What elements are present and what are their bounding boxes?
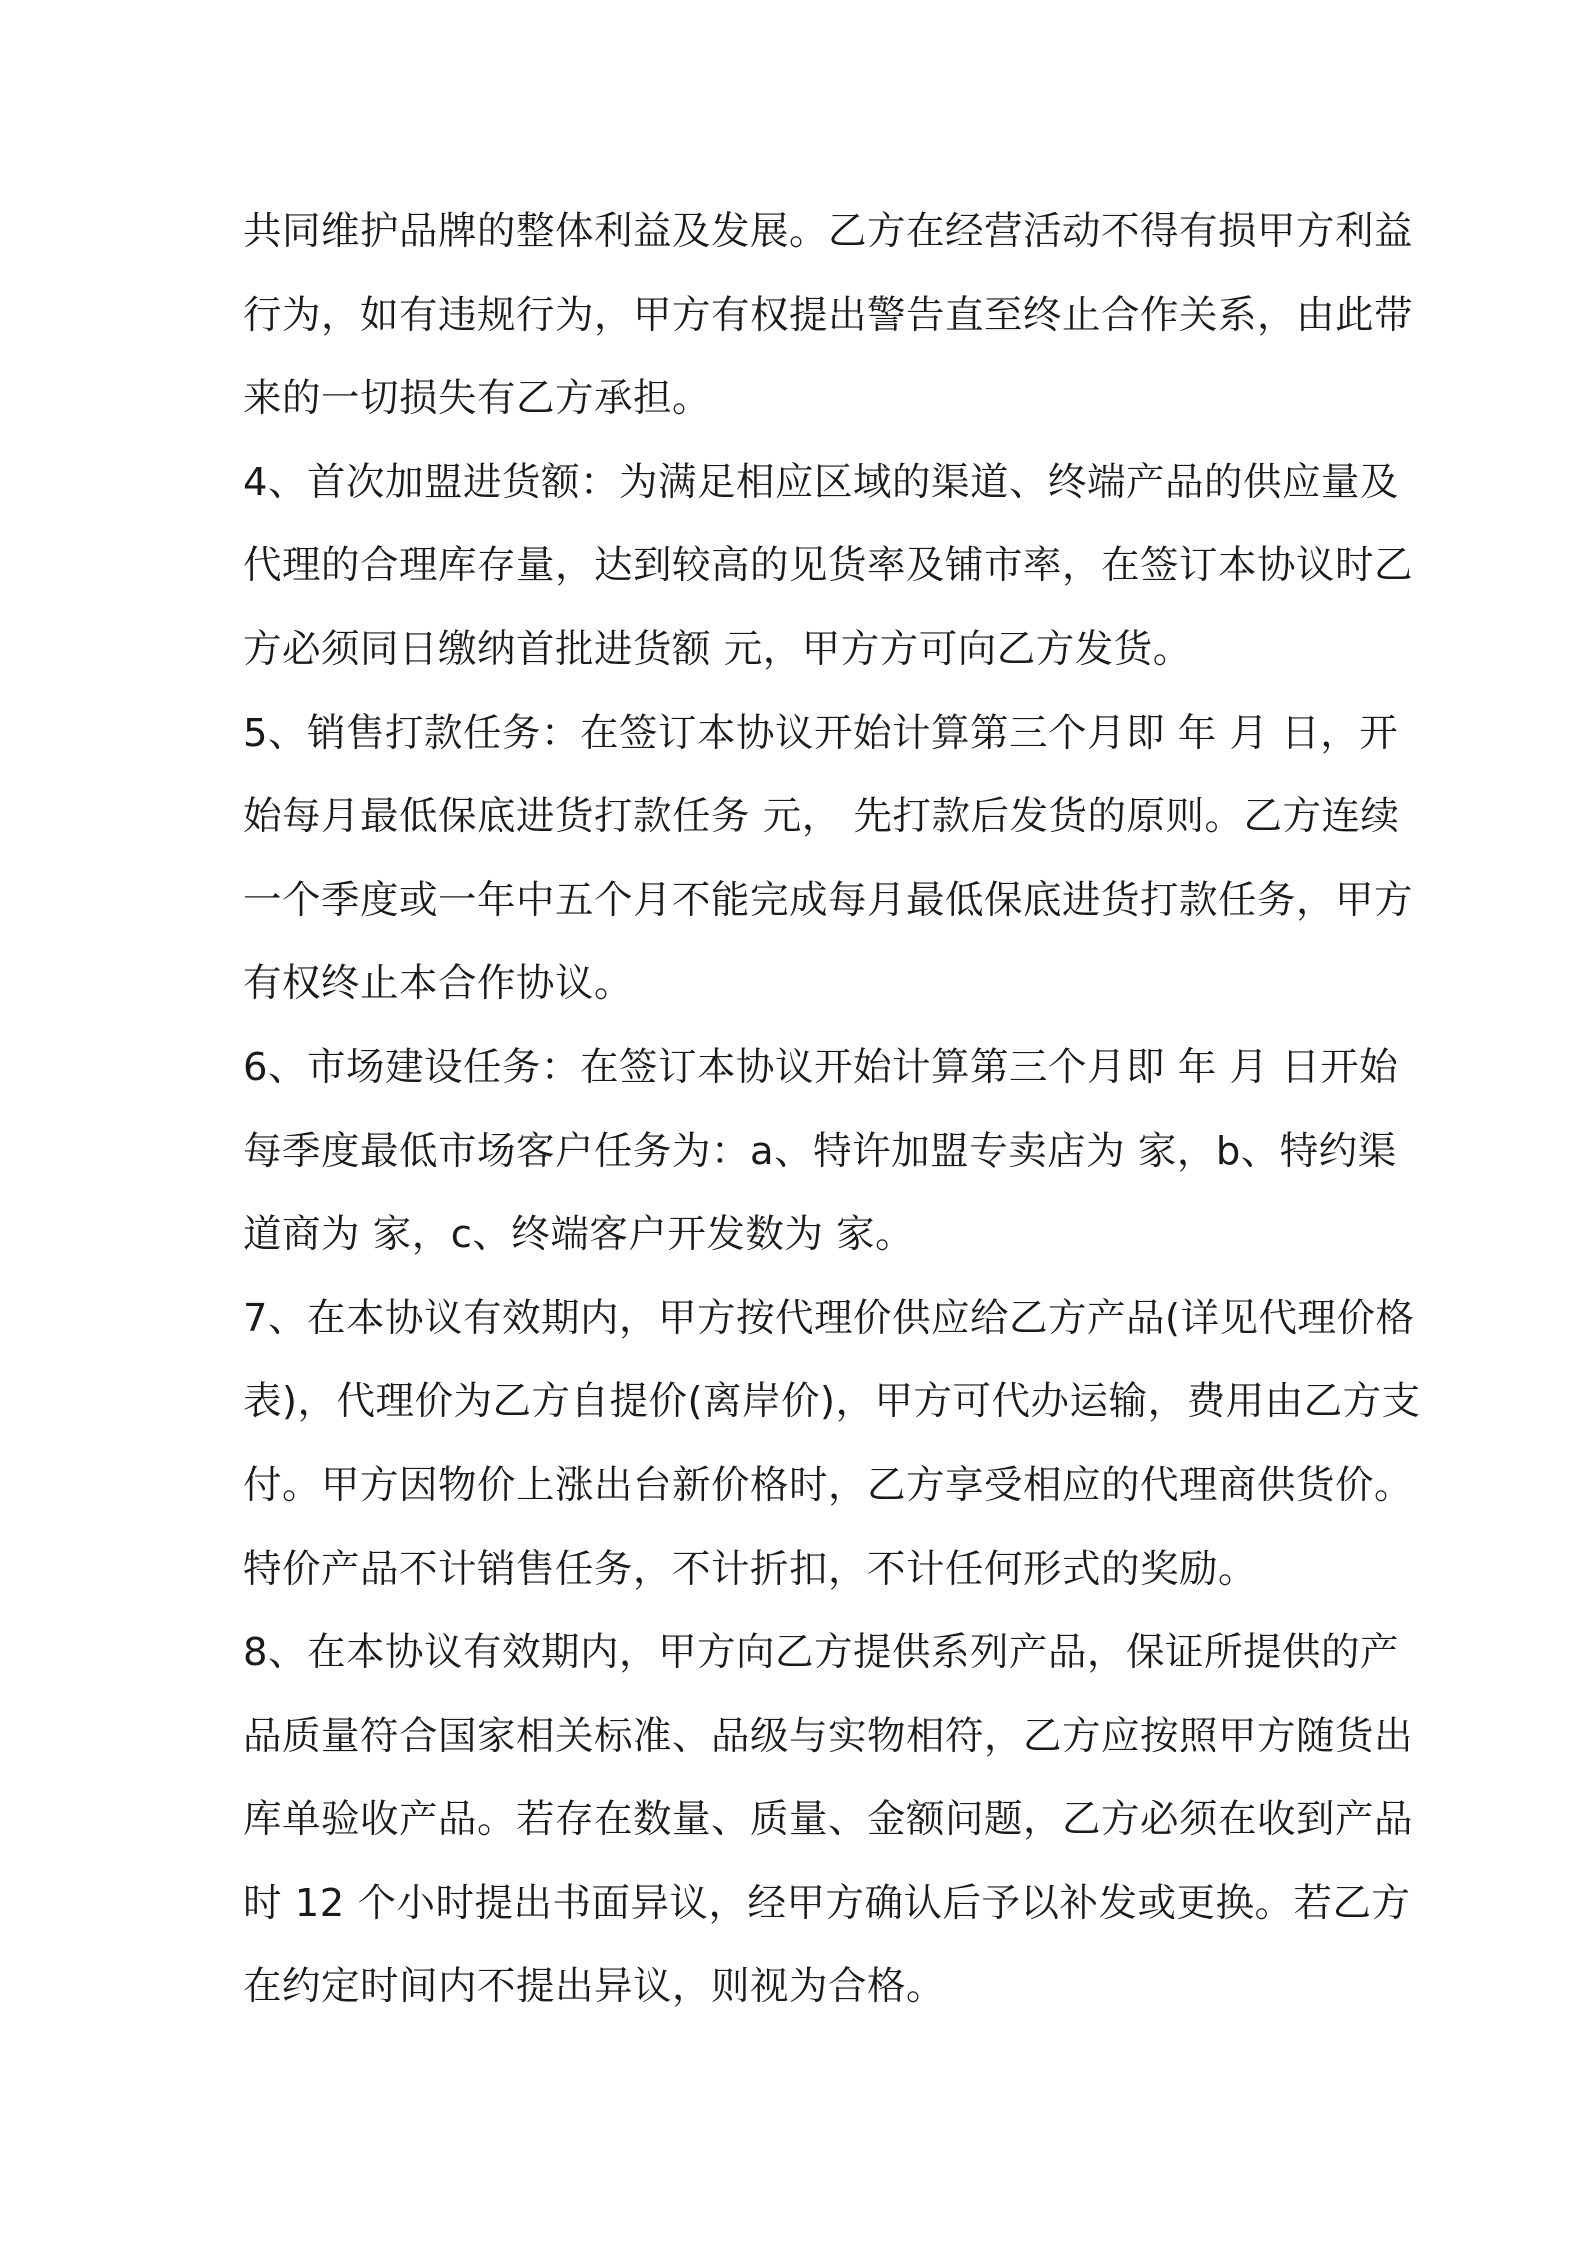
clause-5-line: 5、销售打款任务：在签订本协议开始计算第三个月即 年 月 日，开 bbox=[243, 710, 1399, 756]
text-line: 道商为 家，c、终端客户开发数为 家。 bbox=[243, 1212, 915, 1258]
text-line: 付。甲方因物价上涨出台新价格时，乙方享受相应的代理商供货价。 bbox=[243, 1462, 1414, 1508]
clause-6-line: 6、市场建设任务：在签订本协议开始计算第三个月即 年 月 日开始 bbox=[243, 1044, 1399, 1090]
contract-body-text bbox=[243, 190, 1421, 2029]
text-line: 方必须同日缴纳首批进货额 元，甲方方可向乙方发货。 bbox=[243, 626, 1192, 672]
text-line: 品质量符合国家相关标准、品级与实物相符，乙方应按照甲方随货出 bbox=[243, 1713, 1414, 1759]
text-line: 表)，代理价为乙方自提价(离岸价)，甲方可代办运输，费用由乙方支 bbox=[243, 1379, 1421, 1425]
clause-4-line: 4、首次加盟进货额：为满足相应区域的渠道、终端产品的供应量及 bbox=[243, 459, 1399, 505]
text-line: 每季度最低市场客户任务为：a、特许加盟专卖店为 家，b、特约渠 bbox=[243, 1128, 1397, 1174]
text-line: 特价产品不计销售任务，不计折扣，不计任何形式的奖励。 bbox=[243, 1546, 1258, 1592]
text-line: 共同维护品牌的整体利益及发展。乙方在经营活动不得有损甲方利益 bbox=[243, 209, 1414, 254]
text-line: 代理的合理库存量，达到较高的见货率及铺市率，在签订本协议时乙 bbox=[243, 543, 1414, 589]
text-line: 有权终止本合作协议。 bbox=[243, 961, 634, 1007]
text-line: 库单验收产品。若存在数量、质量、金额问题，乙方必须在收到产品 bbox=[243, 1797, 1414, 1843]
clause-7-line: 7、在本协议有效期内，甲方按代理价供应给乙方产品(详见代理价格 bbox=[243, 1295, 1415, 1341]
text-line: 来的一切损失有乙方承担。 bbox=[243, 376, 712, 422]
text-line: 行为，如有违规行为，甲方有权提出警告直至终止合作关系，由此带 bbox=[243, 292, 1414, 338]
text-line: 在约定时间内不提出异议，则视为合格。 bbox=[243, 1964, 946, 2010]
text-line: 一个季度或一年中五个月不能完成每月最低保底进货打款任务，甲方 bbox=[243, 877, 1414, 923]
text-line: 始每月最低保底进货打款任务 元， 先打款后发货的原则。乙方连续 bbox=[243, 794, 1400, 840]
clause-8-line: 8、在本协议有效期内，甲方向乙方提供系列产品，保证所提供的产 bbox=[243, 1630, 1399, 1676]
text-line: 时 12 个小时提出书面异议，经甲方确认后予以补发或更换。若乙方 bbox=[243, 1880, 1411, 1926]
